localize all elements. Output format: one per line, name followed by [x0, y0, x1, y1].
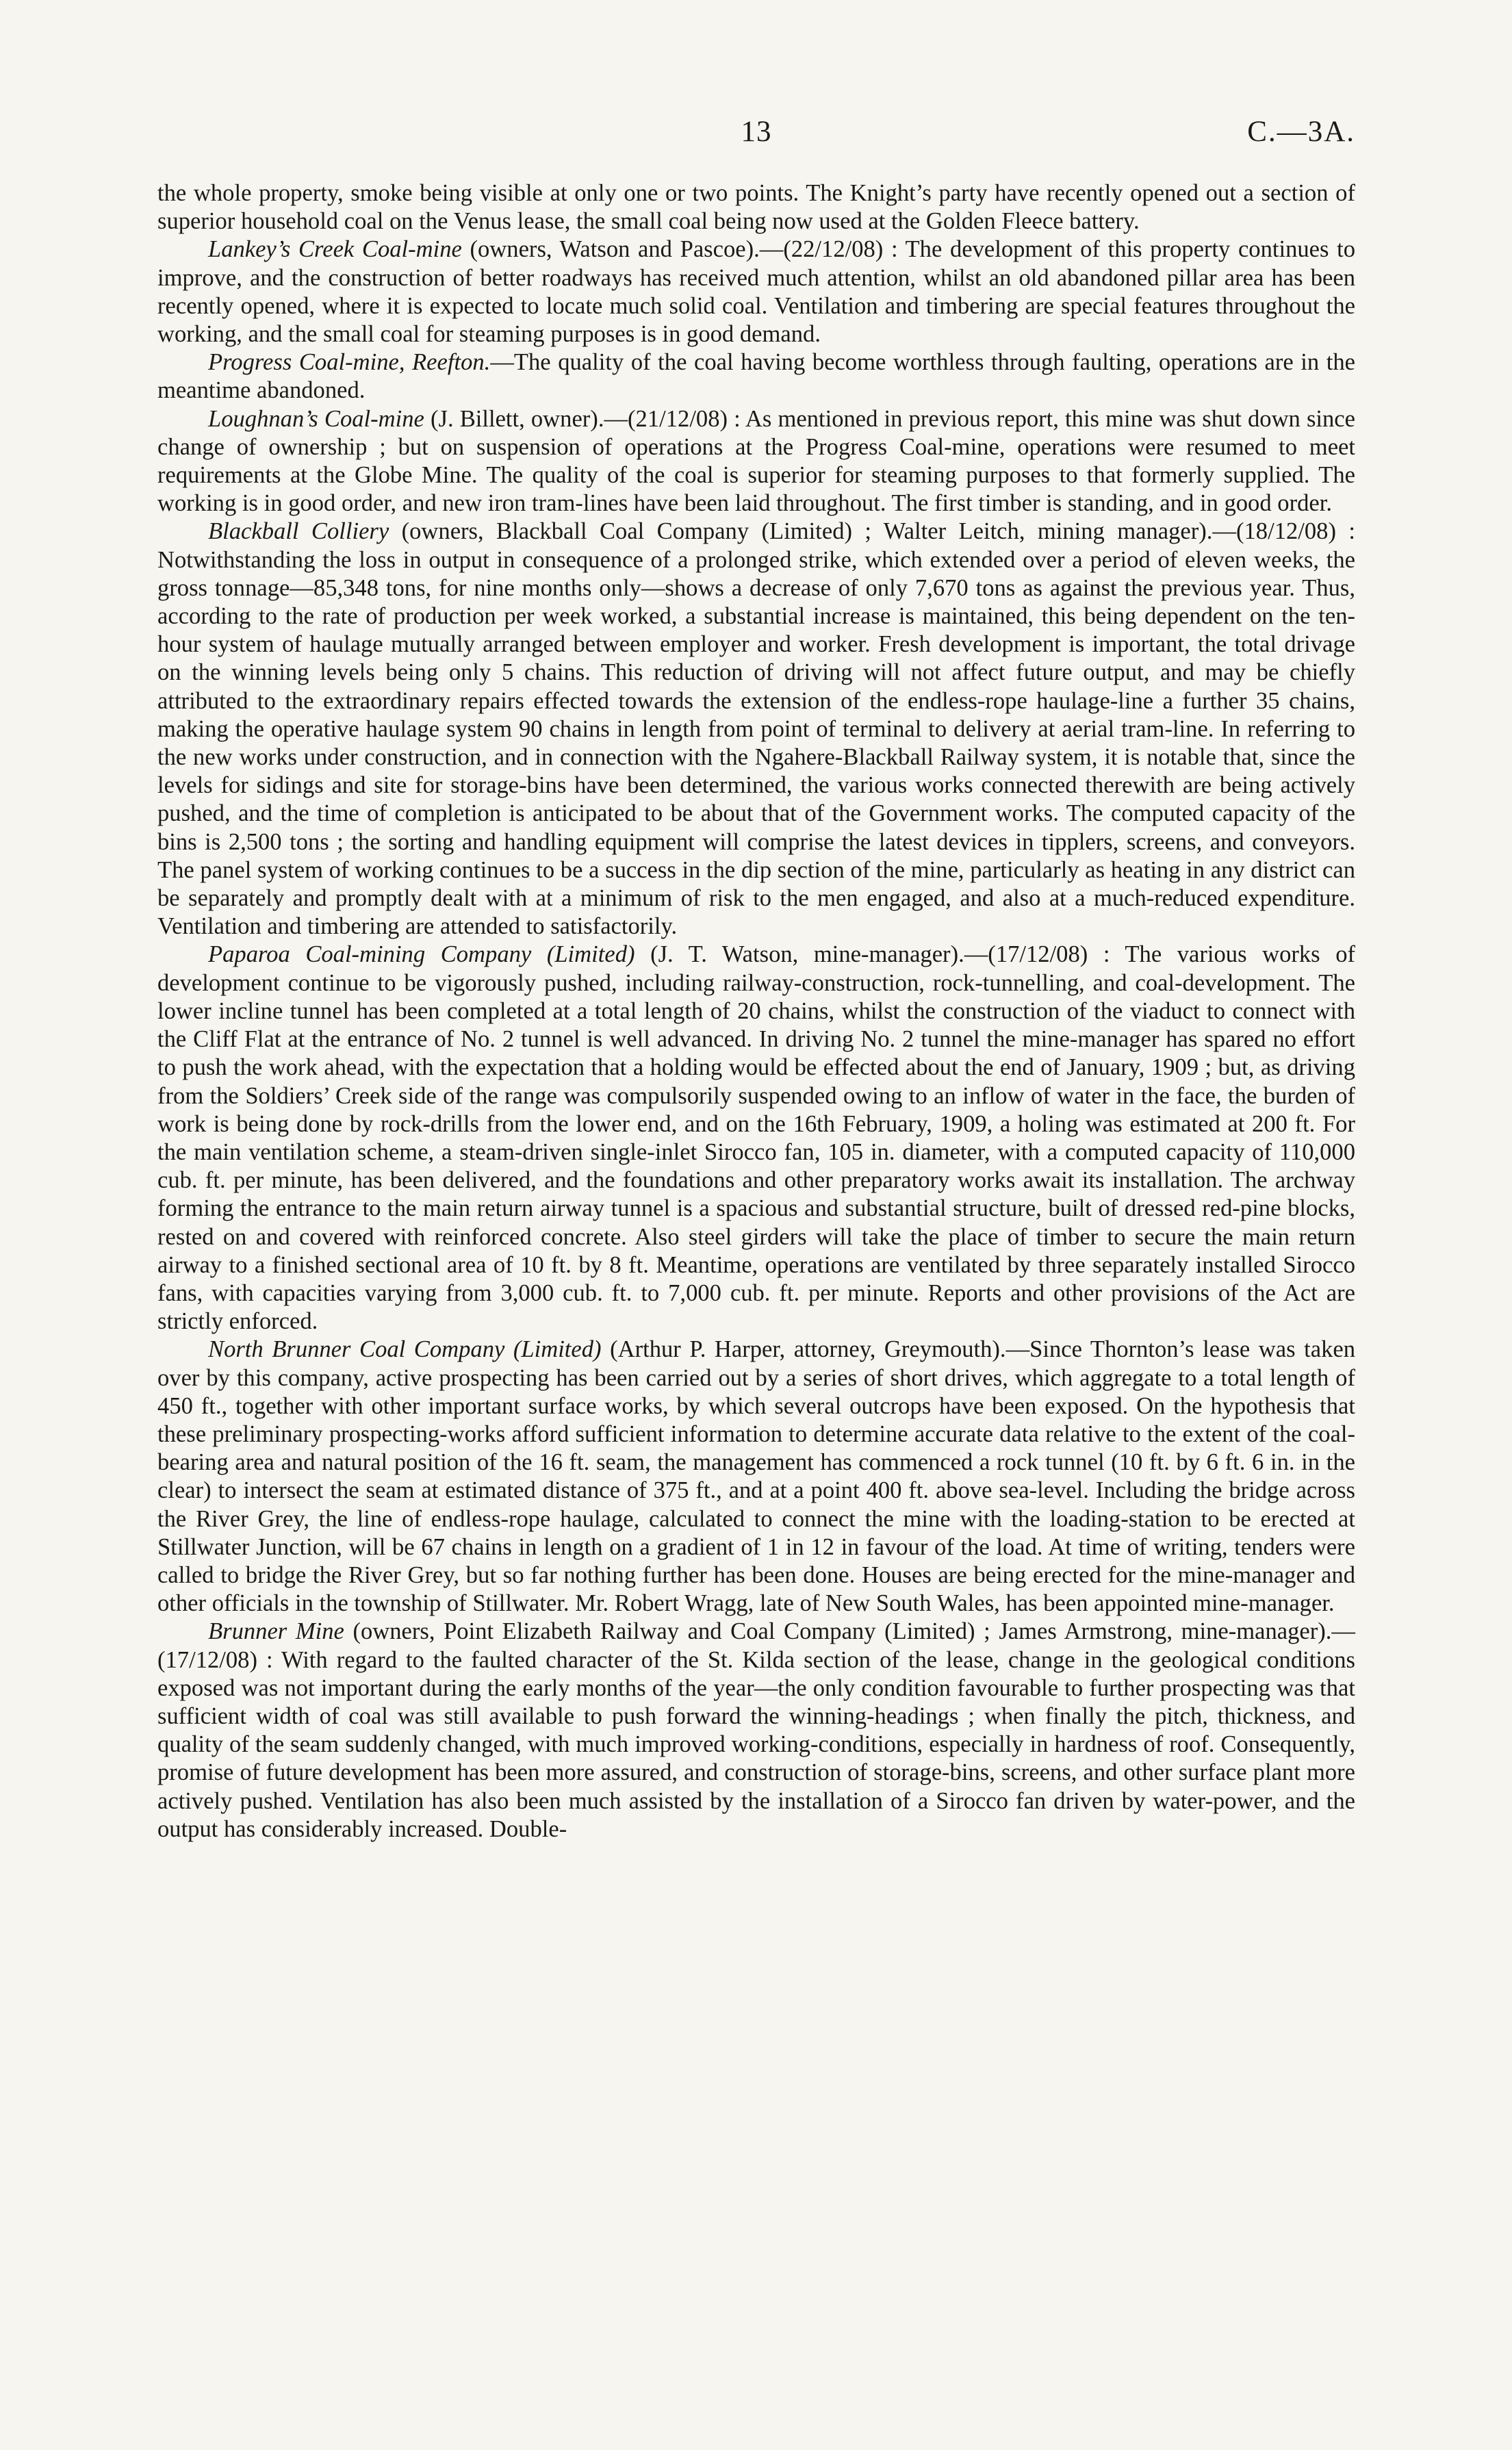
paragraph-continuation	[157, 179, 1355, 235]
paragraph-text: (J. Billett, owner).—(21/12/08) : As mentioned in previous report, this mine was shut down since change of ownership ; but on suspension of operations at the Progress Coal-mine, operations were resumed to meet requirements at the Globe Mine. The quality of the coal is superior for steaming purposes to that formerly supplied. The working is in good order, and new iron tram-lines have been laid throughout. The first timber is standing, and in good order.	[157, 405, 1355, 517]
document-reference: C.—3A.	[1247, 116, 1355, 148]
paragraph-text: (Arthur P. Harper, attorney, Greymouth).—Since Thornton’s lease was taken over by this company, active prospecting has been carried out by a series of short drives, which aggregate to a total length of 450 ft., together with other important surface works, by which several outcrops have been exposed. On the hypothesis that these preliminary prospecting-works afford sufficient information to determine accurate data relative to the extent of the coal-bearing area and natural position of the 16 ft. seam, the management has commenced a rock tunnel (10 ft. by 6 ft. 6 in. in the clear) to intersect the seam at estimated distance of 375 ft., and at a point 400 ft. above sea-level. Including the bridge across the River Grey, the line of endless-rope haulage, calculated to connect the mine with the loading-station to be erected at Stillwater Junction, will be 67 chains in length on a gradient of 1 in 12 in favour of the load. At time of writing, tenders were called to bridge the River Grey, but so far nothing further has been done. Houses are being erected for the mine-manager and other officials in the township of Stillwater. Mr. Robert Wragg, late of New South Wales, has been appointed mine-manager.	[157, 1336, 1355, 1617]
paragraph-text: the whole property, smoke being visible at only one or two points. The Knight’s party have recently opened out a section of superior household coal on the Venus lease, the small coal being now used at the Golden Fleece battery.	[157, 180, 1355, 235]
paragraph-lead: Loughnan’s Coal-mine	[208, 405, 424, 432]
paragraph-text: (J. T. Watson, mine-manager).—(17/12/08) : The various works of development continue to be vigorously pushed, including railway-construction, rock-tunnelling, and coal-development. The lower incline tunnel has been completed at a total length of 20 chains, whilst the construction of the viaduct to connect with the Cliff Flat at the entrance of No. 2 tunnel is well advanced. In driving No. 2 tunnel the mine-manager has spared no effort to push the work ahead, with the expectation that a holding would be effected about the end of January, 1909 ; but, as driving from the Soldiers’ Creek side of the range was compulsorily suspended owing to an inflow of water in the face, the burden of work is being done by rock-drills from the lower end, and on the 16th February, 1909, a holing was estimated at 200 ft. For the main ventilation scheme, a steam-driven single-inlet Sirocco fan, 105 in. diameter, with a computed capacity of 110,000 cub. ft. per minute, has been delivered, and the foundations and other preparatory works await its installation. The archway forming the entrance to the main return airway tunnel is a spacious and substantial structure, built of dressed red-pine blocks, rested on and covered with reinforced concrete. Also steel girders will take the place of timber to secure the main return airway to a finished sectional area of 10 ft. by 8 ft. Meantime, operations are ventilated by three separately installed Sirocco fans, with capacities varying from 3,000 cub. ft. to 7,000 cub. ft. per minute. Reports and other provisions of the Act are strictly enforced.	[157, 941, 1356, 1335]
paragraph-loughnans	[157, 405, 1355, 518]
paragraph-north-brunner	[157, 1336, 1355, 1618]
paragraph-lead: North Brunner Coal Company (Limited)	[208, 1336, 602, 1363]
paragraph-lead: Lankey’s Creek Coal-mine	[208, 236, 462, 263]
paragraph-lead: Progress Coal-mine, Reefton.	[208, 349, 491, 376]
paragraph-progress	[157, 348, 1355, 405]
paragraph-lead: Brunner Mine	[208, 1618, 344, 1645]
paragraph-lead: Blackball Colliery	[208, 518, 389, 545]
paragraph-lead: Paparoa Coal-mining Company (Limited)	[208, 941, 635, 968]
paragraph-text: —The quality of the coal having become worthless through faulting, operations are in the meantime abandoned.	[157, 349, 1355, 404]
paragraph-paparoa	[157, 941, 1355, 1336]
body-text	[157, 179, 1355, 1843]
paragraph-blackball	[157, 518, 1355, 941]
page-number: 13	[741, 116, 772, 148]
paragraph-lankeys-creek	[157, 235, 1355, 348]
paragraph-brunner	[157, 1618, 1355, 1843]
paragraph-text: (owners, Point Elizabeth Railway and Coal Company (Limited) ; James Armstrong, mine-manager).—(17/12/08) : With regard to the faulted character of the St. Kilda section of the lease, change in the geological conditions exposed was not important during the early months of the year—the only condition favourable to further prospecting was that sufficient width of coal was still available to push forward the winning-headings ; when finally the pitch, thickness, and quality of the seam suddenly changed, with much improved working-conditions, especially in hardness of roof. Consequently, promise of future development has been more assured, and construction of storage-bins, screens, and other surface plant more actively pushed. Ventilation has also been much assisted by the installation of a Sirocco fan driven by water-power, and the output has considerably increased. Double-	[157, 1618, 1355, 1842]
paragraph-text: (owners, Blackball Coal Company (Limited) ; Walter Leitch, mining manager).—(18/12/08) : Notwithstanding the loss in output in consequence of a prolonged strike, which extended over a period of eleven weeks, the gross tonnage—85,348 tons, for nine months only—shows a decrease of only 7,670 tons as against the previous year. Thus, according to the rate of production per week worked, a substantial increase is maintained, this being dependent on the ten-hour system of haulage mutually arranged between employer and worker. Fresh development is important, the total drivage on the winning levels being only 5 chains. This reduction of driving will not affect future output, and may be chiefly attributed to the extraordinary repairs effected towards the extension of the endless-rope haulage-line a further 35 chains, making the operative haulage system 90 chains in length from point of terminal to delivery at aerial tram-line. In referring to the new works under construction, and in connection with the Ngahere-Blackball Railway system, it is notable that, since the levels for sidings and site for storage-bins have been determined, the various works connected therewith are being actively pushed, and the time of completion is anticipated to be about that of the Government works. The computed capacity of the bins is 2,500 tons ; the sorting and handling equipment will comprise the latest devices in tipplers, screens, and conveyors. The panel system of working continues to be a success in the dip section of the mine, particularly as heating in any district can be separately and promptly dealt with at a minimum of risk to the men engaged, and also at a much-reduced expenditure. Ventilation and timbering are attended to satisfactorily.	[157, 518, 1355, 940]
paragraph-text: (owners, Watson and Pascoe).—(22/12/08) : The development of this property continues to improve, and the construction of better roadways has received much attention, whilst an old abandoned pillar area has been recently opened, where it is expected to locate much solid coal. Ventilation and timbering are special features throughout the working, and the small coal for steaming purposes is in good demand.	[157, 236, 1355, 348]
page-header	[157, 115, 1355, 156]
